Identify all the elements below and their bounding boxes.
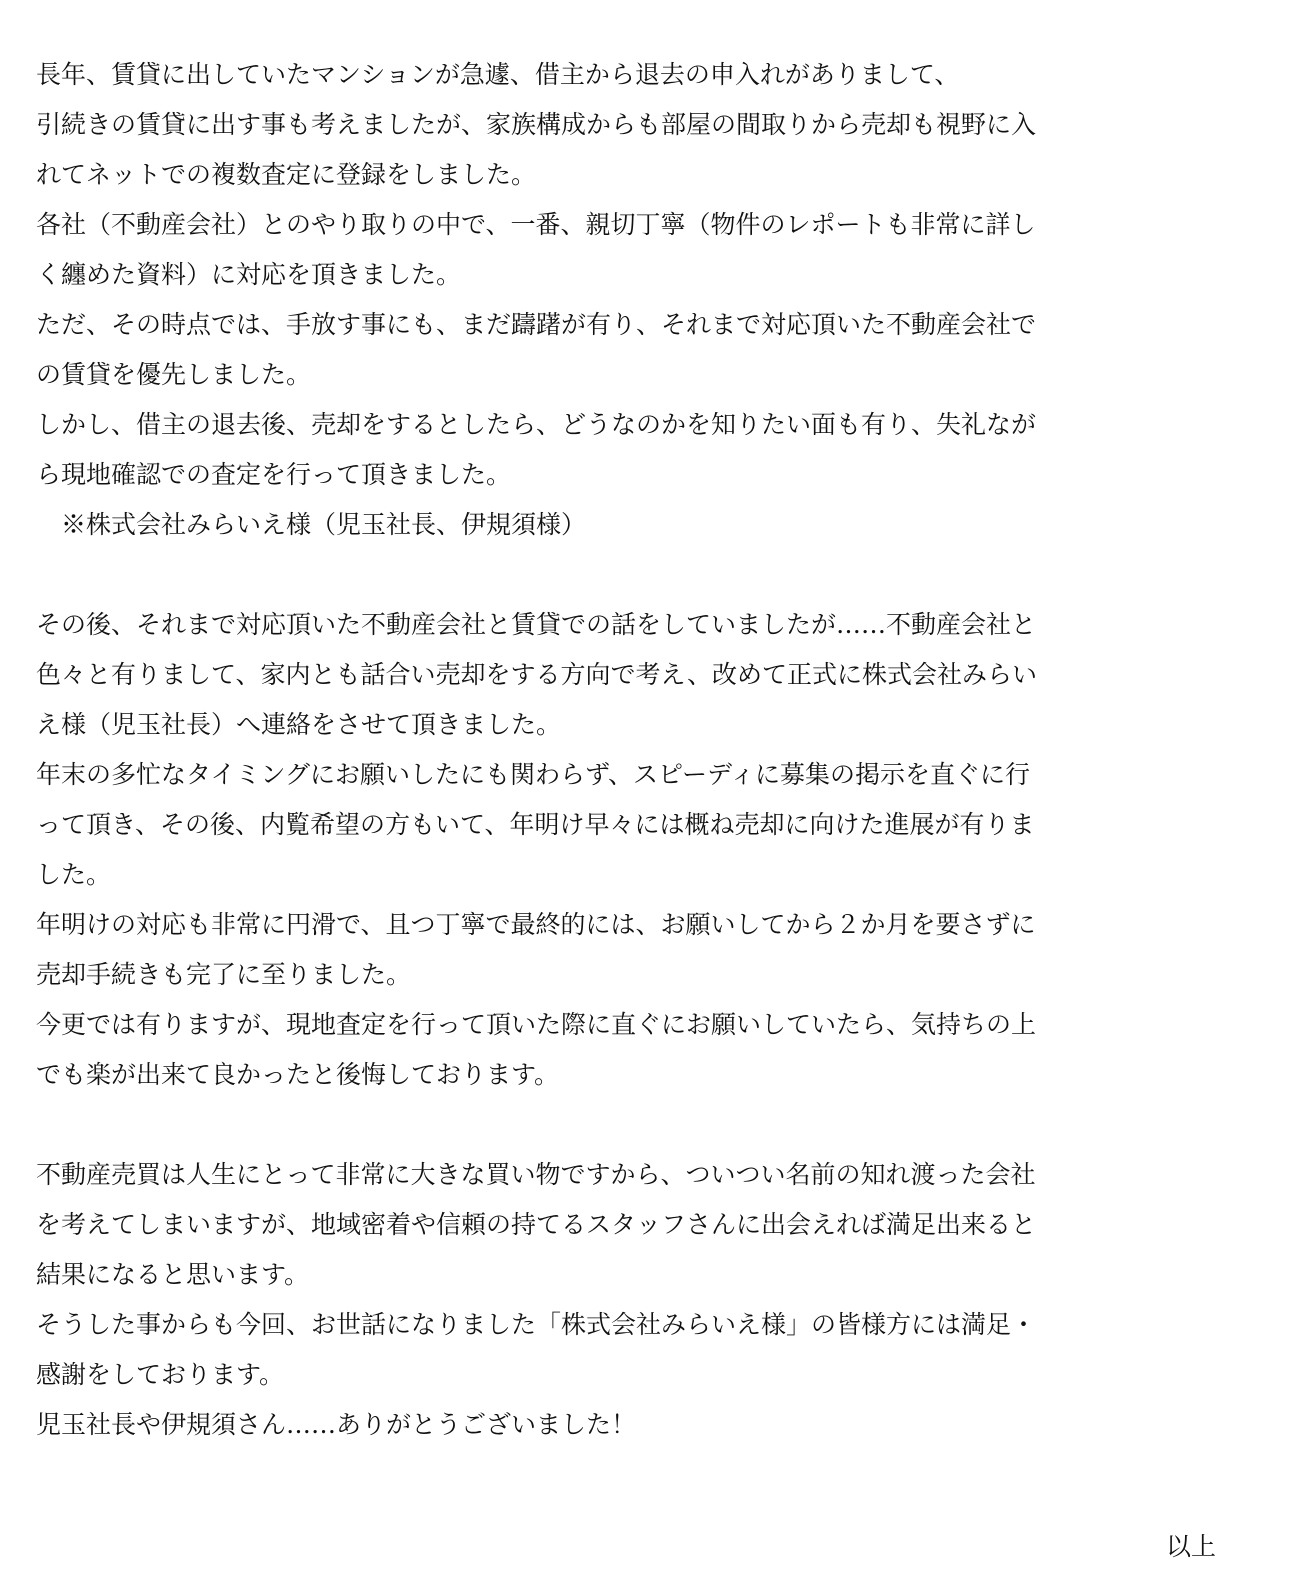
text-line: ※株式会社みらいえ様（児玉社長、伊規須様） — [36, 510, 587, 539]
text-line: 結果になると思います。 — [36, 1260, 310, 1289]
text-line: 不動産売買は人生にとって非常に大きな買い物ですから、ついつい名前の知れ渡った会社 — [36, 1160, 1036, 1189]
text-line: ら現地確認での査定を行って頂きました。 — [36, 460, 512, 489]
text-line: 感謝をしております。 — [36, 1360, 285, 1389]
text-line: 今更では有りますが、現地査定を行って頂いた際に直ぐにお願いしていたら、気持ちの上 — [36, 1010, 1037, 1039]
signoff-text: 以上 — [1165, 1532, 1216, 1561]
text-line: 色々と有りまして、家内とも話合い売却をする方向で考え、改めて正式に株式会社みらい — [36, 660, 1038, 689]
text-line: 長年、賃貸に出していたマンションが急遽、借主から退去の申入れがありまして、 — [36, 60, 960, 89]
text-line: した。 — [36, 860, 112, 889]
text-line: れてネットでの複数査定に登録をしました。 — [36, 160, 537, 189]
text-line: でも楽が出来て良かったと後悔しております。 — [36, 1060, 560, 1089]
text-line: その後、それまで対応頂いた不動産会社と賃貸での話をしていましたが‥‥‥不動産会社と — [36, 610, 1037, 639]
text-line: 年明けの対応も非常に円滑で、且つ丁寧で最終的には、お願いしてから２か月を要さずに — [36, 910, 1036, 939]
blank-line — [36, 1100, 1266, 1150]
text-line: 児玉社長や伊規須さん‥‥‥ありがとうございました！ — [36, 1410, 637, 1439]
text-line: そうした事からも今回、お世話になりました「株式会社みらいえ様」の皆様方には満足・ — [36, 1310, 1037, 1339]
text-line: 引続きの賃貸に出す事も考えましたが、家族構成からも部屋の間取りから売却も視野に入 — [36, 110, 1037, 139]
text-line: ただ、その時点では、手放す事にも、まだ躊躇が有り、それまで対応頂いた不動産会社で — [36, 310, 1037, 339]
text-line: 各社（不動産会社）とのやり取りの中で、一番、親切丁寧（物件のレポートも非常に詳し — [36, 210, 1036, 239]
text-line: え様（児玉社長）へ連絡をさせて頂きました。 — [36, 710, 562, 739]
text-line: って頂き、その後、内覧希望の方もいて、年明け早々には概ね売却に向けた進展が有りま — [36, 810, 1035, 839]
text-line: く纏めた資料）に対応を頂きました。 — [36, 260, 462, 289]
letter-body — [36, 50, 1266, 1450]
text-line: の賃貸を優先しました。 — [36, 360, 312, 389]
text-line: を考えてしまいますが、地域密着や信頼の持てるスタッフさんに出会えれば満足出来ると — [36, 1210, 1037, 1239]
text-line: しかし、借主の退去後、売却をするとしたら、どうなのかを知りたい面も有り、失礼なが — [36, 410, 1037, 439]
blank-line — [36, 550, 1266, 600]
text-line: 年末の多忙なタイミングにお願いしたにも関わらず、スピーディに募集の掲示を直ぐに行 — [36, 760, 1031, 789]
text-line: 売却手続きも完了に至りました。 — [36, 960, 412, 989]
